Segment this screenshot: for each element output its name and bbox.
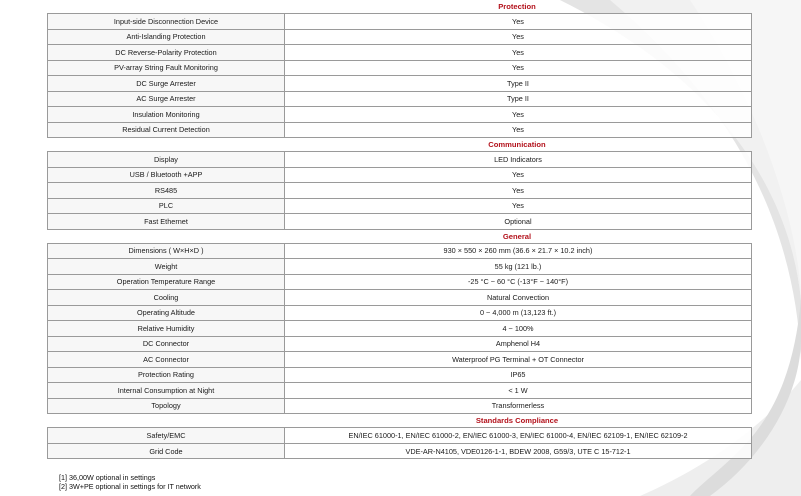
table-row: [48, 198, 752, 214]
spec-label: USB / Bluetooth +APP: [48, 167, 285, 183]
footnote-1: [1] 36,00W optional in settings: [59, 473, 156, 482]
spec-value: 930 × 550 × 260 mm (36.6 × 21.7 × 10.2 inch): [285, 243, 752, 259]
spec-value: 0 ~ 4,000 m (13,123 ft.): [285, 305, 752, 321]
table-row: [48, 383, 752, 399]
spec-label: Weight: [48, 259, 285, 275]
spec-label: PLC: [48, 198, 285, 214]
spec-value: Yes: [285, 122, 752, 138]
spec-value: IP65: [285, 367, 752, 383]
spec-label: AC Connector: [48, 352, 285, 368]
table-row: [48, 91, 752, 107]
spec-label: Residual Current Detection: [48, 122, 285, 138]
table-row: [48, 243, 752, 259]
spec-label: Input-side Disconnection Device: [48, 14, 285, 30]
table-row: [48, 290, 752, 306]
table-row: [48, 183, 752, 199]
spec-value: Optional: [285, 214, 752, 230]
table-row: [48, 274, 752, 290]
spec-label: Cooling: [48, 290, 285, 306]
spec-label: DC Surge Arrester: [48, 76, 285, 92]
table-row: [48, 428, 752, 444]
table-general: [47, 243, 752, 415]
table-row: [48, 76, 752, 92]
spec-value: VDE-AR-N4105, VDE0126-1-1, BDEW 2008, G59/3, UTE C 15-712-1: [285, 443, 752, 459]
spec-sheet: [47, 0, 752, 459]
spec-label: Operation Temperature Range: [48, 274, 285, 290]
spec-value: -25 °C ~ 60 °C (-13°F ~ 140°F): [285, 274, 752, 290]
spec-label: Dimensions ( W×H×D ): [48, 243, 285, 259]
spec-value: Type II: [285, 76, 752, 92]
spec-label: Operating Altitude: [48, 305, 285, 321]
spec-value: Natural Convection: [285, 290, 752, 306]
spec-label: Relative Humidity: [48, 321, 285, 337]
table-row: [48, 167, 752, 183]
table-row: [48, 352, 752, 368]
spec-value: Transformerless: [285, 398, 752, 414]
table-row: [48, 398, 752, 414]
spec-label: Protection Rating: [48, 367, 285, 383]
spec-label: Topology: [48, 398, 285, 414]
spec-label: Grid Code: [48, 443, 285, 459]
spec-label: Anti-Islanding Protection: [48, 29, 285, 45]
spec-label: DC Connector: [48, 336, 285, 352]
spec-value: Type II: [285, 91, 752, 107]
spec-label: RS485: [48, 183, 285, 199]
spec-label: Display: [48, 152, 285, 168]
spec-value: Yes: [285, 29, 752, 45]
footnotes: [59, 473, 201, 491]
spec-label: DC Reverse-Polarity Protection: [48, 45, 285, 61]
spec-value: Yes: [285, 167, 752, 183]
spec-value: Amphenol H4: [285, 336, 752, 352]
section-title-general: General: [502, 231, 532, 241]
table-row: [48, 443, 752, 459]
spec-label: Fast Ethernet: [48, 214, 285, 230]
table-row: [48, 45, 752, 61]
spec-label: Insulation Monitoring: [48, 107, 285, 123]
table-row: [48, 321, 752, 337]
spec-value: Yes: [285, 45, 752, 61]
table-row: [48, 107, 752, 123]
table-row: [48, 29, 752, 45]
spec-label: PV-array String Fault Monitoring: [48, 60, 285, 76]
table-row: [48, 367, 752, 383]
table-standards-compliance: [47, 427, 752, 459]
table-row: [48, 60, 752, 76]
table-protection: [47, 13, 752, 138]
table-row: [48, 305, 752, 321]
spec-value: Yes: [285, 198, 752, 214]
table-row: [48, 122, 752, 138]
spec-value: Yes: [285, 183, 752, 199]
spec-value: Waterproof PG Terminal + OT Connector: [285, 352, 752, 368]
spec-value: 4 ~ 100%: [285, 321, 752, 337]
spec-value: Yes: [285, 60, 752, 76]
spec-label: Safety/EMC: [48, 428, 285, 444]
spec-value: EN/IEC 61000-1, EN/IEC 61000-2, EN/IEC 61000-3, EN/IEC 61000-4, EN/IEC 62109-1, EN/IEC 62109-2: [285, 428, 752, 444]
spec-value: < 1 W: [285, 383, 752, 399]
table-row: [48, 214, 752, 230]
section-title-protection: Protection: [498, 2, 536, 11]
spec-value: LED Indicators: [285, 152, 752, 168]
section-title-standards-compliance: Standards Compliance: [475, 416, 559, 425]
spec-label: Internal Consumption at Night: [48, 383, 285, 399]
footnote-2: [2] 3W+PE optional in settings for IT network: [59, 482, 201, 492]
spec-value: Yes: [285, 107, 752, 123]
spec-label: AC Surge Arrester: [48, 91, 285, 107]
table-row: [48, 152, 752, 168]
table-row: [48, 336, 752, 352]
table-row: [48, 259, 752, 275]
spec-value: 55 kg (121 lb.): [285, 259, 752, 275]
table-row: [48, 14, 752, 30]
table-communication: [47, 151, 752, 230]
section-title-communication: Communication: [488, 140, 546, 149]
spec-value: Yes: [285, 14, 752, 30]
